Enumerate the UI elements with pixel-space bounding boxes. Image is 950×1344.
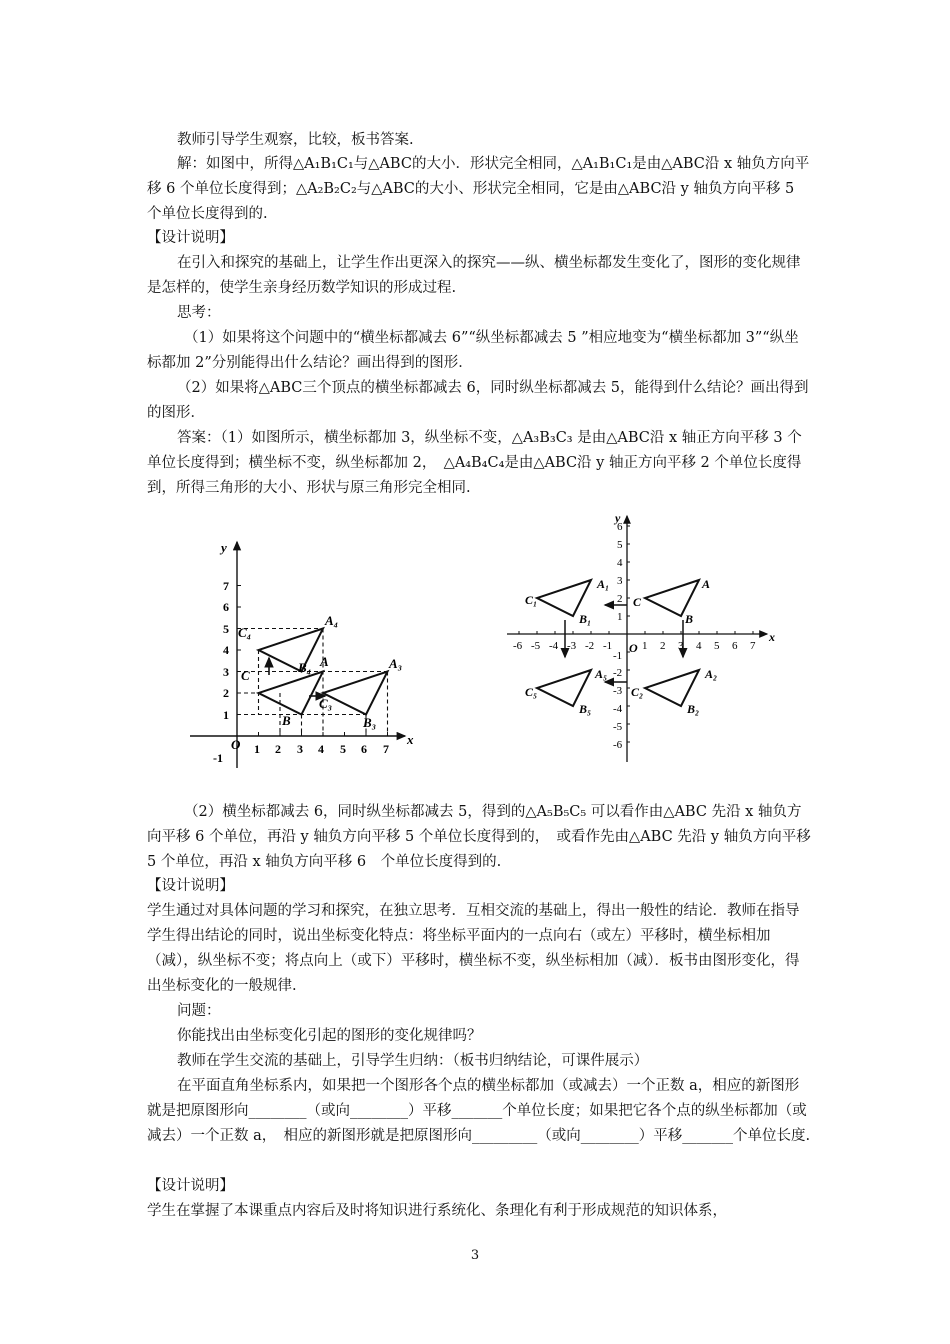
y-axis-label: y (615, 511, 621, 525)
y-tick-neg2: -2 (613, 667, 623, 679)
x-tick-7: 7 (750, 640, 756, 652)
y-tick-neg5: -5 (613, 721, 623, 733)
paragraph-solution: 解：如图中，所得△A₁B₁C₁与△ABC的大小．形状完全相同，△A₁B₁C₁是由△ABC沿 x 轴负方向平移 6 个单位长度得到；△A₂B₂C₂与△ABC的大小、形状完全相同，它是由△ABC沿 y 轴负方向平移 5 个单位长度得到的. (147, 156, 810, 222)
origin-label: O (629, 641, 638, 655)
label-a3: A₃ (389, 656, 403, 671)
x-tick-6: 6 (732, 640, 738, 652)
label-b: B (282, 713, 291, 728)
label-a: A (320, 654, 329, 669)
y-tick-3: 3 (617, 575, 623, 587)
x-tick-neg2: -2 (585, 640, 595, 652)
paragraph-design-note-3: 学生在掌握了本课重点内容后及时将知识进行系统化、条理化有利于形成规范的知识体系， (147, 1203, 727, 1219)
x-tick-6: 6 (361, 742, 367, 756)
triangle-a1b1c1 (537, 580, 591, 616)
origin-label: O (231, 737, 241, 752)
heading-design-note-1: 【设计说明】 (147, 230, 234, 246)
x-axis-label: x (407, 732, 414, 747)
y-tick-4: 4 (617, 557, 623, 569)
label-a: A (702, 577, 711, 591)
x-tick-neg5: -5 (531, 640, 541, 652)
y-tick-2: 2 (617, 593, 623, 605)
triangle-abc (259, 672, 324, 715)
label-c4: C₄ (238, 625, 252, 640)
heading-design-note-2: 【设计说明】 (147, 878, 234, 894)
y-tick-2: 2 (223, 686, 229, 700)
label-b2: B₂ (687, 702, 700, 716)
x-tick-4: 4 (318, 742, 324, 756)
x-tick-5: 5 (714, 640, 720, 652)
y-axis-label: y (221, 540, 227, 555)
x-tick-1: 1 (642, 640, 648, 652)
x-tick-2: 2 (275, 742, 281, 756)
label-a4: A₄ (325, 613, 339, 628)
triangle-a4b4c4 (259, 629, 324, 672)
x-tick-neg6: -6 (513, 640, 523, 652)
paragraph-teacher-guide: 教师在学生交流的基础上，引导学生归纳：（板书归纳结论，可课件展示） (177, 1053, 649, 1069)
y-tick-neg-1: -1 (213, 751, 223, 765)
x-axis-label: x (769, 630, 775, 644)
x-tick-1: 1 (254, 742, 260, 756)
paragraph-answer-2: （2）横坐标都减去 6，同时纵坐标都减去 5，得到的△A₅B₅C₅ 可以看作由△ABC 先沿 x 轴负方向平移 6 个单位，再沿 y 轴负方向平移 5 个单位长度得到的， 或看作先由△ABC 先沿 y 轴负方向平移 5 个单位，再沿 x 轴负方向平移 6 个单位长度得到的. (147, 804, 811, 870)
label-b1: B₁ (579, 612, 592, 626)
y-tick-neg6: -6 (613, 739, 623, 751)
paragraph-question-2: （2）如果将△ABC三个顶点的横坐标都减去 6，同时纵坐标都减去 5，能得到什么结论？画出得到的图形． (147, 380, 809, 421)
paragraph-question: 你能找出由坐标变化引起的图形的变化规律吗？ (177, 1028, 482, 1044)
label-c2: C₂ (631, 685, 644, 699)
label-b: B (685, 612, 694, 626)
triangle-abc (645, 580, 699, 616)
paragraph-design-note-2: 学生通过对具体问题的学习和探究，在独立思考．互相交流的基础上，得出一般性的结论．教师在指导学生得出结论的同时，说出坐标变化特点：将坐标平面内的一点向右（或左）平移时，横坐标相加（减），纵坐标不变；将点向上（或下）平移时，横坐标不变，纵坐标相加（减）．板书由图形变化，得出坐标变化的一般规律. (147, 903, 800, 994)
triangle-a3b3c3 (323, 672, 388, 715)
label-a2: A₂ (705, 667, 718, 681)
y-tick-6: 6 (223, 600, 229, 614)
paragraph-fill-blank: 在平面直角坐标系内，如果把一个图形各个点的横坐标都加（或减去）一个正数 a，相应的新图形就是把原图形向________（或向________）平移_______个单位长度；如果把它各个点的纵坐标都加（或减去）一个正数 a， 相应的新图形就是把原图形向_________（或向________）平移_______个单位长度. (147, 1078, 811, 1144)
y-tick-neg3: -3 (613, 685, 623, 697)
label-c3: C₃ (319, 696, 333, 711)
x-tick-neg3: -3 (567, 640, 577, 652)
label-b5: B₅ (579, 702, 592, 716)
y-tick-neg1: -1 (613, 650, 623, 662)
paragraph-question-1: （1）如果将这个问题中的“横坐标都减去 6”“纵坐标都减去 5 ”相应地变为“横坐标都加 3”“纵坐标都加 2”分别能得出什么结论？画出得到的图形． (147, 330, 799, 371)
x-tick-neg1: -1 (603, 640, 613, 652)
heading-design-note-3: 【设计说明】 (147, 1178, 234, 1194)
figure-left-coordinate-plane (185, 530, 425, 775)
y-tick-7: 7 (223, 579, 229, 593)
x-tick-7: 7 (383, 742, 389, 756)
y-tick-3: 3 (223, 665, 229, 679)
paragraph-design-note-1: 在引入和探究的基础上，让学生作出更深入的探究——纵、横坐标都发生变化了，图形的变化规律是怎样的，使学生亲身经历数学知识的形成过程. (147, 255, 801, 296)
triangle-a2b2c2 (645, 670, 699, 706)
label-c: C (633, 595, 642, 609)
y-tick-1: 1 (223, 708, 229, 722)
y-tick-neg4: -4 (613, 703, 623, 715)
y-tick-6: 6 (617, 521, 623, 533)
label-b4: B₄ (298, 660, 312, 675)
y-tick-5: 5 (617, 539, 623, 551)
x-tick-4: 4 (696, 640, 702, 652)
y-tick-1: 1 (617, 611, 623, 623)
figure-right-coordinate-plane (505, 510, 780, 772)
label-b3: B₃ (363, 715, 377, 730)
label-c: C (241, 668, 250, 683)
label-a5: A₅ (595, 667, 608, 681)
x-tick-3: 3 (297, 742, 303, 756)
label-a1: A₁ (597, 577, 610, 591)
y-tick-5: 5 (223, 622, 229, 636)
x-tick-3: 3 (678, 640, 684, 652)
y-tick-4: 4 (223, 643, 229, 657)
paragraph-answer-1: 答案：（1）如图所示，横坐标都加 3，纵坐标不变，△A₃B₃C₃ 是由△ABC沿 x 轴正方向平移 3 个单位长度得到；横坐标不变，纵坐标都加 2， △A₄B₄C₄是由△ABC沿 y 轴正方向平移 2 个单位长度得到，所得三角形的大小、形状与原三角形完全相同. (147, 430, 802, 496)
paragraph-think: 思考： (177, 305, 221, 321)
paragraph-observe: 教师引导学生观察，比较，板书答案. (177, 132, 414, 148)
triangle-a5b5c5 (537, 670, 591, 706)
label-c5: C₅ (525, 685, 538, 699)
x-tick-2: 2 (660, 640, 666, 652)
paragraph-question-label: 问题： (177, 1003, 221, 1019)
page-number: 3 (470, 1248, 480, 1263)
label-c1: C₁ (525, 593, 538, 607)
x-tick-neg4: -4 (549, 640, 559, 652)
x-tick-5: 5 (340, 742, 346, 756)
